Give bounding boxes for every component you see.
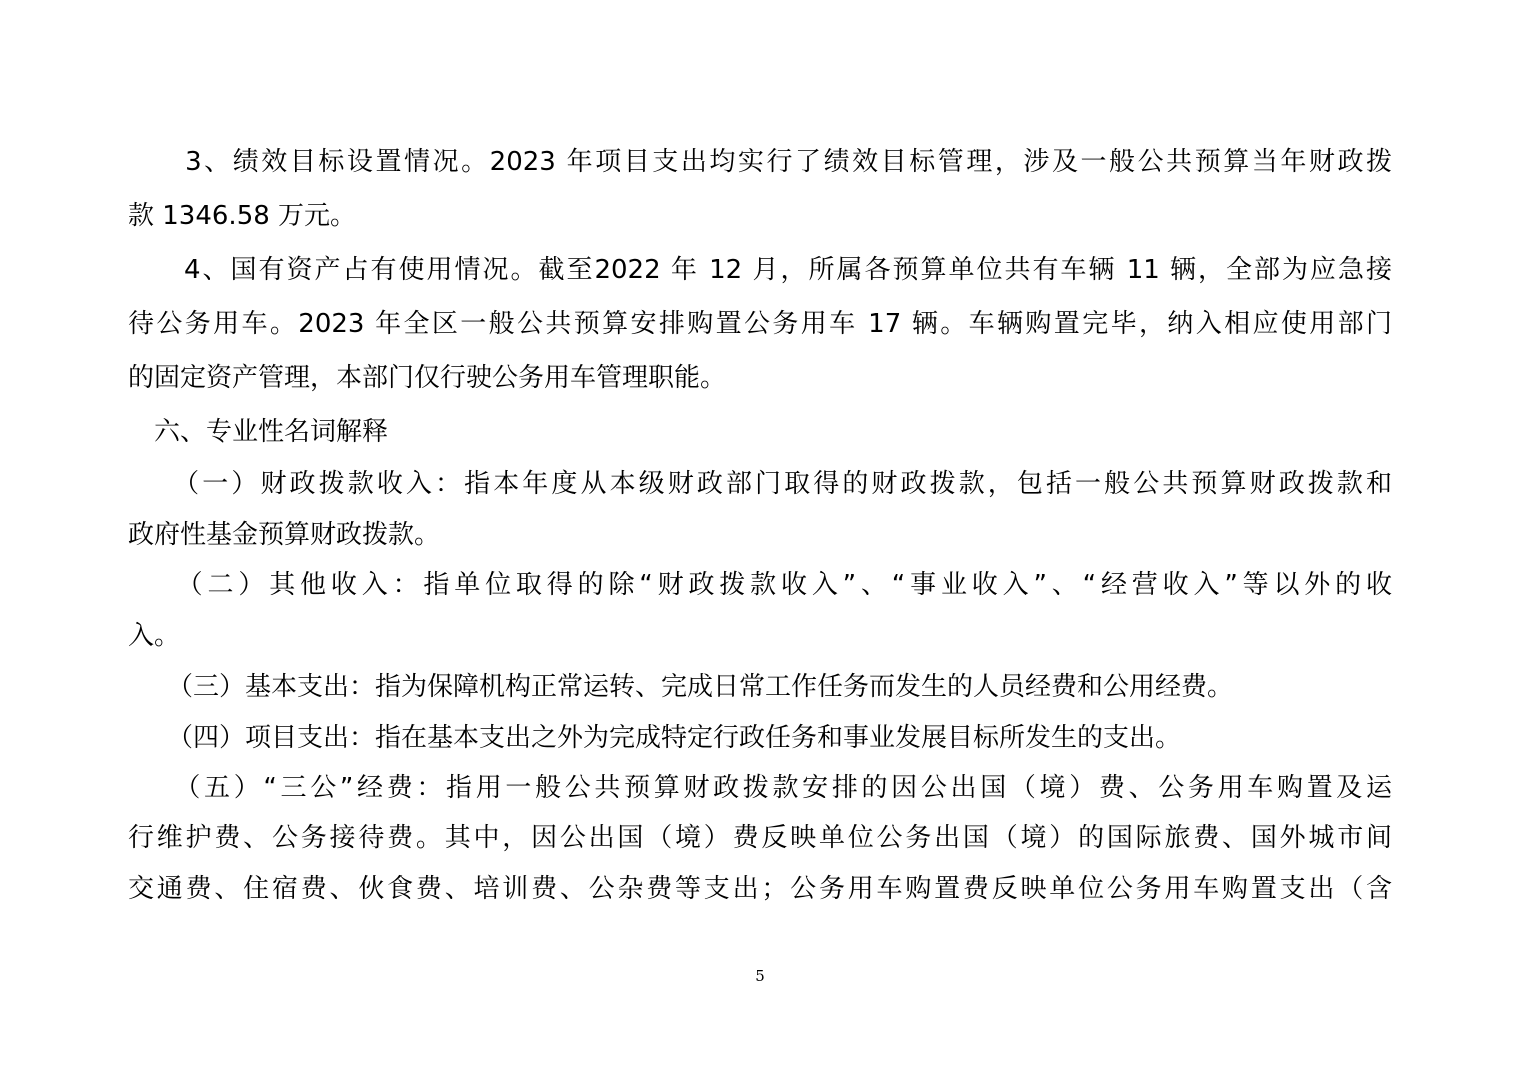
body-text-line: （五）“三公”经费：指用一般公共预算财政拨款安排的因公出国（境）费、公务用车购置及运 (128, 773, 1392, 803)
page-number: 5 (755, 967, 765, 985)
body-text-line: （四）项目支出：指在基本支出之外为完成特定行政任务和事业发展目标所发生的支出。 (128, 723, 1182, 753)
body-text-line: 入。 (128, 621, 181, 651)
body-text-line: 政府性基金预算财政拨款。 (128, 520, 441, 550)
section-heading: 六、专业性名词解释 (128, 417, 389, 447)
body-text-line: 的固定资产管理，本部门仅行驶公务用车管理职能。 (128, 363, 727, 393)
body-text-line: 4、国有资产占有使用情况。截至2022 年 12 月，所属各预算单位共有车辆 11 辆，全部为应急接 (128, 255, 1392, 285)
body-text-line: 行维护费、公务接待费。其中，因公出国（境）费反映单位公务出国（境）的国际旅费、国外城市间 (128, 823, 1392, 853)
body-text-line: 款 1346.58 万元。 (128, 201, 357, 231)
body-text-line: 交通费、住宿费、伙食费、培训费、公杂费等支出；公务用车购置费反映单位公务用车购置支出（含 (128, 874, 1392, 904)
body-text-line: 3、绩效目标设置情况。2023 年项目支出均实行了绩效目标管理，涉及一般公共预算当年财政拨 (128, 147, 1392, 177)
body-text-line: 待公务用车。2023 年全区一般公共预算安排购置公务用车 17 辆。车辆购置完毕，纳入相应使用部门 (128, 309, 1392, 339)
body-text-line: （三）基本支出：指为保障机构正常运转、完成日常工作任务而发生的人员经费和公用经费。 (128, 672, 1234, 702)
body-text-line: （二）其他收入：指单位取得的除“财政拨款收入”、“事业收入”、“经营收入”等以外的收 (128, 570, 1392, 600)
body-text-line: （一）财政拨款收入：指本年度从本级财政部门取得的财政拨款，包括一般公共预算财政拨款和 (128, 469, 1392, 499)
